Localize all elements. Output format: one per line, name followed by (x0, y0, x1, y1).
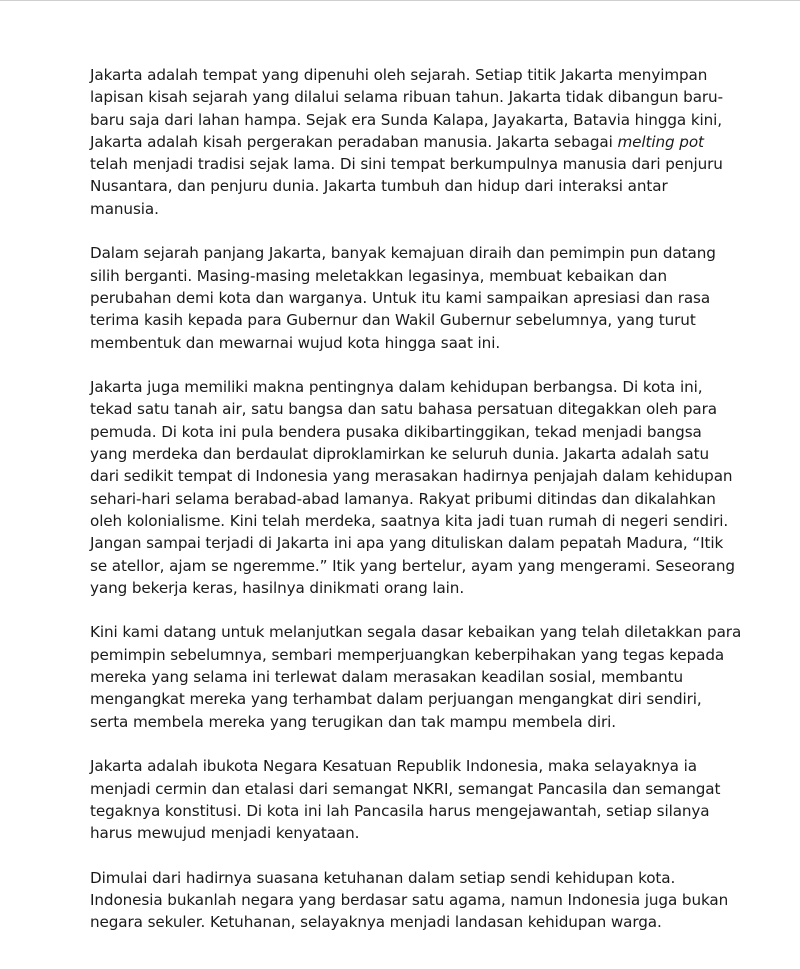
text-run: Jakarta adalah kisah pergerakan peradaban manusia. Jakarta sebagai (90, 132, 618, 151)
text-line: Nusantara, dan penjuru dunia. Jakarta tumbuh dan hidup dari interaksi antar (90, 177, 668, 196)
paragraph-4 (90, 621, 742, 732)
text-line: Jangan sampai terjadi di Jakarta ini apa yang dituliskan dalam pepatah Madura, “Itik (90, 534, 724, 553)
text-line: Kini kami datang untuk melanjutkan segala dasar kebaikan yang telah diletakkan para (90, 623, 742, 642)
text-line: Indonesia bukanlah negara yang berdasar satu agama, namun Indonesia juga bukan (90, 890, 729, 909)
text-line: Dimulai dari hadirnya suasana ketuhanan dalam setiap sendi kehidupan kota. (90, 868, 676, 887)
text-line: silih berganti. Masing-masing meletakkan legasinya, membuat kebaikan dan (90, 266, 667, 285)
text-line (90, 131, 730, 153)
text-line: pemuda. Di kota ini pula bendera pusaka dikibartinggikan, tekad menjadi bangsa (90, 422, 702, 441)
paragraph-6 (90, 867, 730, 934)
text-line: Jakarta adalah ibukota Negara Kesatuan Republik Indonesia, maka selayaknya ia (90, 757, 697, 776)
text-line: se atellor, ajam se ngeremme.” Itik yang bertelur, ayam yang mengerami. Seseorang (90, 556, 735, 575)
text-line: yang bekerja keras, hasilnya dinikmati orang lain. (90, 578, 465, 597)
text-line: membentuk dan mewarnai wujud kota hingga saat ini. (90, 333, 501, 352)
text-line: Jakarta juga memiliki makna pentingnya dalam kehidupan berbangsa. Di kota ini, (90, 378, 703, 397)
text-line: serta membela mereka yang terugikan dan tak mampu membela diri. (90, 712, 617, 731)
text-line: tegaknya konstitusi. Di kota ini lah Pancasila harus mengejawantah, setiap silanya (90, 801, 710, 820)
text-line: mereka yang selama ini terlewat dalam merasakan keadilan sosial, membantu (90, 668, 684, 687)
text-line: perubahan demi kota dan warganya. Untuk itu kami sampaikan apresiasi dan rasa (90, 288, 711, 307)
text-line: negara sekuler. Ketuhanan, selayaknya menjadi landasan kehidupan warga. (90, 913, 662, 932)
paragraph-2 (90, 242, 730, 353)
text-line: dari sedikit tempat di Indonesia yang merasakan hadirnya penjajah dalam kehidupan (90, 467, 733, 486)
text-line: Jakarta adalah tempat yang dipenuhi oleh sejarah. Setiap titik Jakarta menyimpan (90, 66, 708, 84)
text-line: Dalam sejarah panjang Jakarta, banyak kemajuan diraih dan pemimpin pun datang (90, 244, 716, 263)
italic-phrase: melting pot (617, 132, 704, 151)
paragraph-1 (90, 64, 730, 220)
text-line: manusia. (90, 199, 159, 218)
document-body (90, 64, 742, 956)
text-line: sehari-hari selama berabad-abad lamanya. Rakyat pribumi ditindas dan dikalahkan (90, 489, 716, 508)
text-line: tekad satu tanah air, satu bangsa dan satu bahasa persatuan ditegakkan oleh para (90, 400, 717, 419)
text-line: lapisan kisah sejarah yang dilalui selama ribuan tahun. Jakarta tidak dibangun baru- (90, 88, 723, 107)
paragraph-3 (90, 376, 735, 599)
text-line: oleh kolonialisme. Kini telah merdeka, saatnya kita jadi tuan rumah di negeri sendiri. (90, 511, 729, 530)
text-line: telah menjadi tradisi sejak lama. Di sini tempat berkumpulnya manusia dari penjuru (90, 155, 723, 174)
text-line: terima kasih kepada para Gubernur dan Wakil Gubernur sebelumnya, yang turut (90, 311, 696, 330)
text-line: mengangkat mereka yang terhambat dalam perjuangan mengangkat diri sendiri, (90, 690, 702, 709)
text-line: baru saja dari lahan hampa. Sejak era Sunda Kalapa, Jayakarta, Batavia hingga kini, (90, 110, 723, 129)
text-line: pemimpin sebelumnya, sembari memperjuangkan keberpihakan yang tegas kepada (90, 645, 725, 664)
paragraph-5 (90, 755, 730, 844)
text-line: harus mewujud menjadi kenyataan. (90, 824, 360, 843)
text-line: menjadi cermin dan etalasi dari semangat NKRI, semangat Pancasila dan semangat (90, 779, 721, 798)
text-line: yang merdeka dan berdaulat diproklamirkan ke seluruh dunia. Jakarta adalah satu (90, 445, 709, 464)
